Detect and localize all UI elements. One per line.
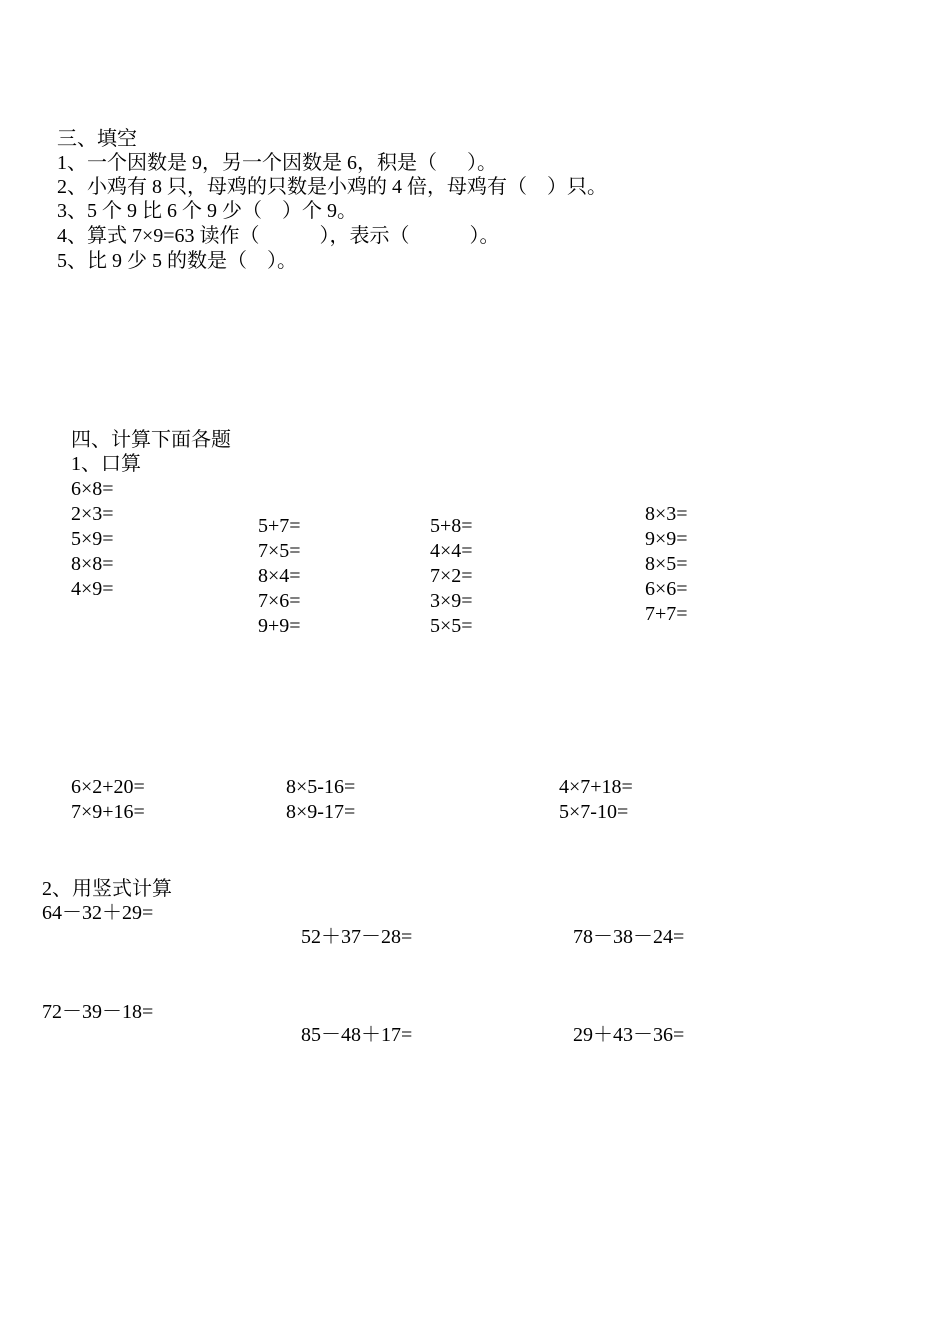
- section3-title: 三、填空: [57, 128, 137, 150]
- vertical-calc-item: 72－39－18=: [42, 1001, 154, 1023]
- oral-calc-item: 5×9=: [71, 528, 114, 550]
- oral-calc-column-3: [430, 514, 473, 639]
- fill-question-4: 4、算式 7×9=63 读作（ ），表示（ ）。: [57, 225, 500, 247]
- oral-calc-item: 7×2=: [430, 565, 473, 587]
- oral-calc-item: 5×5=: [430, 615, 473, 637]
- vertical-calc-item: 52＋37－28=: [301, 926, 413, 948]
- fill-question-2: 2、小鸡有 8 只，母鸡的只数是小鸡的 4 倍，母鸡有（ ）只。: [57, 176, 607, 198]
- fill-question-1: 1、一个因数是 9，另一个因数是 6，积是（ ）。: [57, 152, 497, 174]
- oral-calc-item: 6×8=: [71, 478, 114, 500]
- oral-calc-item: 8×5=: [645, 553, 688, 575]
- oral-calc-item: 8×3=: [645, 503, 688, 525]
- mixed-calc-item: 8×9-17=: [286, 801, 356, 823]
- mixed-calc-column-2: [286, 775, 355, 825]
- oral-calc-item: 8×4=: [258, 565, 301, 587]
- mixed-calc-item: 8×5-16=: [286, 776, 356, 798]
- vertical-calc-item: 78－38－24=: [573, 926, 685, 948]
- oral-calc-title: 1、口算: [71, 453, 141, 475]
- vertical-calc-item: 64－32＋29=: [42, 902, 154, 924]
- oral-calc-item: 6×6=: [645, 578, 688, 600]
- section4-title: 四、计算下面各题: [71, 429, 231, 451]
- fill-question-3: 3、5 个 9 比 6 个 9 少（ ）个 9。: [57, 200, 357, 222]
- mixed-calc-item: 4×7+18=: [559, 776, 633, 798]
- oral-calc-column-4: [645, 502, 688, 627]
- oral-calc-item: 5+7=: [258, 515, 301, 537]
- oral-calc-item: 9×9=: [645, 528, 688, 550]
- oral-calc-item: 4×4=: [430, 540, 473, 562]
- mixed-calc-item: 5×7-10=: [559, 801, 629, 823]
- oral-calc-item: 2×3=: [71, 503, 114, 525]
- oral-calc-item: 3×9=: [430, 590, 473, 612]
- oral-calc-item: 7×6=: [258, 590, 301, 612]
- mixed-calc-item: 7×9+16=: [71, 801, 145, 823]
- vertical-calc-title: 2、用竖式计算: [42, 878, 172, 900]
- fill-question-5: 5、比 9 少 5 的数是（ ）。: [57, 250, 297, 272]
- oral-calc-column-2: [258, 514, 301, 639]
- oral-calc-item: 9+9=: [258, 615, 301, 637]
- mixed-calc-item: 6×2+20=: [71, 776, 145, 798]
- oral-calc-column-1: [71, 477, 114, 602]
- oral-calc-item: 8×8=: [71, 553, 114, 575]
- oral-calc-item: 5+8=: [430, 515, 473, 537]
- mixed-calc-column-3: [559, 775, 633, 825]
- oral-calc-item: 7×5=: [258, 540, 301, 562]
- oral-calc-item: 4×9=: [71, 578, 114, 600]
- vertical-calc-item: 29＋43－36=: [573, 1024, 685, 1046]
- mixed-calc-column-1: [71, 775, 145, 825]
- oral-calc-item: 7+7=: [645, 603, 688, 625]
- vertical-calc-item: 85－48＋17=: [301, 1024, 413, 1046]
